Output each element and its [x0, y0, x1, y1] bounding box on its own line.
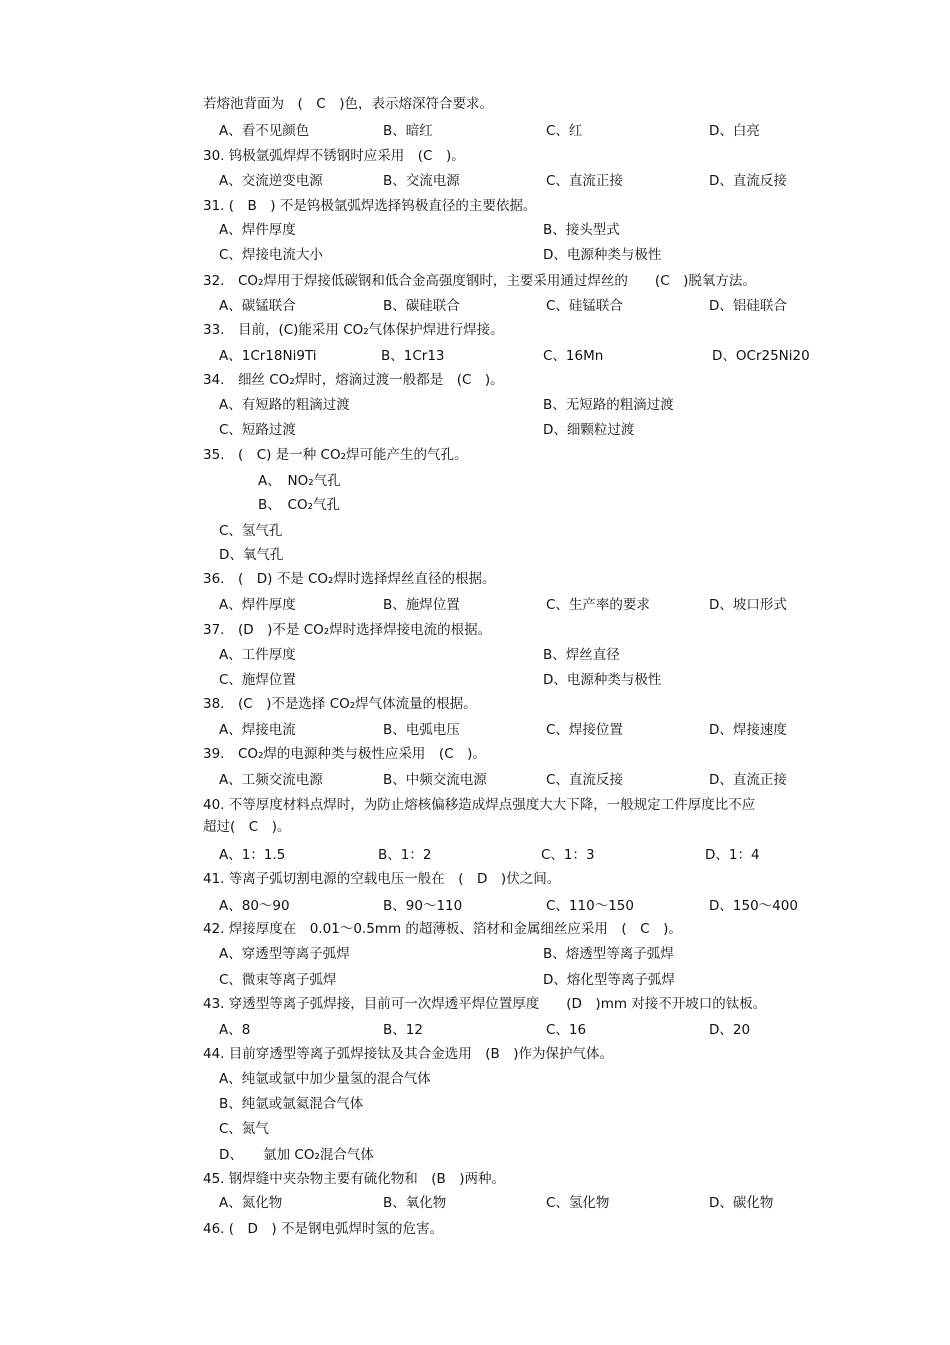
option-text: D、细颗粒过渡: [543, 422, 635, 438]
question-text: B、纯氩或氩氦混合气体: [219, 1096, 364, 1112]
text-line: [0, 545, 950, 565]
option-text: A、工件厚度: [219, 647, 296, 663]
text-line: [0, 896, 950, 916]
text-line: [0, 970, 950, 990]
option-text: C、1：3: [541, 847, 595, 863]
option-text: D、碳化物: [709, 1195, 774, 1211]
option-text: D、坡口形式: [709, 597, 787, 613]
text-line: [0, 94, 950, 114]
question-text: 34. 细丝 CO₂焊时，熔滴过渡一般都是 (C )。: [203, 372, 504, 388]
text-line: [0, 445, 950, 465]
question-text: 35. ( C) 是一种 CO₂焊可能产生的气孔。: [203, 447, 468, 463]
text-line: [0, 569, 950, 589]
text-line: [0, 620, 950, 640]
question-text: 42. 焊接厚度在 0.01～0.5mm 的超薄板、箔材和金属细丝应采用 ( C )。: [203, 921, 682, 937]
text-line: [0, 220, 950, 240]
text-line: [0, 994, 950, 1014]
option-text: A、80～90: [219, 898, 290, 914]
text-line: [0, 395, 950, 415]
option-text: B、焊丝直径: [543, 647, 620, 663]
text-line: [0, 869, 950, 889]
text-line: [0, 1119, 950, 1139]
question-text: C、氮气: [219, 1121, 269, 1137]
text-line: [0, 817, 950, 837]
text-line: [0, 320, 950, 340]
option-text: D、电源种类与极性: [543, 247, 662, 263]
text-line: [0, 121, 950, 141]
question-text: 45. 钢焊缝中夹杂物主要有硫化物和 (B )两种。: [203, 1171, 506, 1187]
option-text: C、焊接电流大小: [219, 247, 323, 263]
option-text: C、16Mn: [543, 348, 604, 364]
option-text: A、看不见颜色: [219, 123, 310, 139]
option-text: C、生产率的要求: [546, 597, 650, 613]
text-line: [0, 1020, 950, 1040]
option-text: A、1Cr18Ni9Ti: [219, 348, 317, 364]
option-text: B、碳硅联合: [383, 298, 460, 314]
option-text: A、焊件厚度: [219, 597, 296, 613]
option-text: B、无短路的粗滴过渡: [543, 397, 674, 413]
text-line: [0, 420, 950, 440]
text-line: [0, 1145, 950, 1165]
text-line: [0, 670, 950, 690]
text-line: [0, 296, 950, 316]
option-text: B、交流电源: [383, 173, 460, 189]
text-line: [0, 245, 950, 265]
text-line: [0, 944, 950, 964]
option-text: D、直流正接: [709, 772, 787, 788]
text-line: [0, 196, 950, 216]
option-text: D、150～400: [709, 898, 798, 914]
question-text: 超过( C )。: [203, 819, 291, 835]
question-text: C、氢气孔: [219, 523, 283, 539]
option-text: A、有短路的粗滴过渡: [219, 397, 350, 413]
question-text: 30. 钨极氩弧焊焊不锈钢时应采用 (C )。: [203, 148, 465, 164]
text-line: [0, 645, 950, 665]
option-text: D、直流反接: [709, 173, 787, 189]
option-text: A、氮化物: [219, 1195, 283, 1211]
option-text: C、微束等离子弧焊: [219, 972, 337, 988]
option-text: D、焊接速度: [709, 722, 787, 738]
question-text: 33. 目前，(C)能采用 CO₂气体保护焊进行焊接。: [203, 322, 504, 338]
question-text: 37. (D )不是 CO₂焊时选择焊接电流的根据。: [203, 622, 492, 638]
option-text: B、电弧电压: [383, 722, 460, 738]
question-text: 39. CO₂焊的电源种类与极性应采用 (C )。: [203, 746, 486, 762]
text-line: [0, 1094, 950, 1114]
question-text: 41. 等离子弧切割电源的空载电压一般在 ( D )伏之间。: [203, 871, 561, 887]
text-line: [0, 1219, 950, 1239]
option-text: B、中频交流电源: [383, 772, 487, 788]
option-text: D、熔化型等离子弧焊: [543, 972, 675, 988]
text-line: [0, 370, 950, 390]
option-text: C、16: [546, 1022, 587, 1038]
option-text: B、1：2: [378, 847, 432, 863]
text-line: [0, 171, 950, 191]
option-text: B、接头型式: [543, 222, 620, 238]
option-text: B、熔透型等离子弧焊: [543, 946, 674, 962]
question-text: A、纯氩或氩中加少量氢的混合气体: [219, 1071, 431, 1087]
text-line: [0, 471, 950, 491]
option-text: D、白亮: [709, 123, 760, 139]
question-text: 32. CO₂焊用于焊接低碳钢和低合金高强度钢时，主要采用通过焊丝的 (C )脱氧方法。: [203, 273, 756, 289]
option-text: B、12: [383, 1022, 423, 1038]
option-text: A、碳锰联合: [219, 298, 296, 314]
question-text: 40. 不等厚度材料点焊时，为防止熔核偏移造成焊点强度大大下降，一般规定工件厚度比不应: [203, 797, 756, 813]
option-text: A、焊件厚度: [219, 222, 296, 238]
question-text: D、氧气孔: [219, 547, 284, 563]
text-line: [0, 795, 950, 815]
text-line: [0, 346, 950, 366]
option-text: B、氧化物: [383, 1195, 447, 1211]
option-text: B、暗红: [383, 123, 433, 139]
option-text: D、20: [709, 1022, 751, 1038]
option-text: B、施焊位置: [383, 597, 460, 613]
text-line: [0, 845, 950, 865]
option-text: C、焊接位置: [546, 722, 623, 738]
option-text: B、90～110: [383, 898, 463, 914]
option-text: C、红: [546, 123, 583, 139]
question-text: A、 NO₂气孔: [258, 473, 341, 489]
option-text: C、直流正接: [546, 173, 623, 189]
question-text: 43. 穿透型等离子弧焊接，目前可一次焊透平焊位置厚度 (D )mm 对接不开坡口的钛板。: [203, 996, 767, 1012]
option-text: A、工频交流电源: [219, 772, 323, 788]
question-text: B、 CO₂气孔: [258, 497, 340, 513]
text-line: [0, 744, 950, 764]
text-line: [0, 1169, 950, 1189]
text-line: [0, 720, 950, 740]
text-line: [0, 1044, 950, 1064]
question-text: 46. ( D ) 不是钢电弧焊时氢的危害。: [203, 1221, 443, 1237]
option-text: C、110～150: [546, 898, 634, 914]
option-text: A、穿透型等离子弧焊: [219, 946, 350, 962]
text-line: [0, 770, 950, 790]
option-text: A、8: [219, 1022, 251, 1038]
option-text: D、OCr25Ni20: [712, 348, 810, 364]
text-line: [0, 271, 950, 291]
option-text: A、1：1.5: [219, 847, 286, 863]
question-text: 36. ( D) 不是 CO₂焊时选择焊丝直径的根据。: [203, 571, 496, 587]
option-text: C、施焊位置: [219, 672, 296, 688]
question-text: 31. ( B ) 不是钨极氩弧焊选择钨极直径的主要依据。: [203, 198, 537, 214]
option-text: C、直流反接: [546, 772, 623, 788]
text-line: [0, 495, 950, 515]
question-text: D、 氩加 CO₂混合气体: [219, 1147, 374, 1163]
text-line: [0, 595, 950, 615]
option-text: D、1：4: [705, 847, 760, 863]
option-text: A、交流逆变电源: [219, 173, 323, 189]
option-text: A、焊接电流: [219, 722, 296, 738]
option-text: D、铝硅联合: [709, 298, 787, 314]
text-line: [0, 146, 950, 166]
option-text: B、1Cr13: [381, 348, 445, 364]
text-line: [0, 1069, 950, 1089]
question-text: 若熔池背面为 ( C )色，表示熔深符合要求。: [203, 96, 493, 112]
text-line: [0, 521, 950, 541]
text-line: [0, 919, 950, 939]
option-text: C、氢化物: [546, 1195, 610, 1211]
question-text: 44. 目前穿透型等离子弧焊接钛及其合金选用 (B )作为保护气体。: [203, 1046, 614, 1062]
question-text: 38. (C )不是选择 CO₂焊气体流量的根据。: [203, 696, 477, 712]
option-text: C、硅锰联合: [546, 298, 623, 314]
text-line: [0, 1193, 950, 1213]
text-line: [0, 694, 950, 714]
option-text: D、电源种类与极性: [543, 672, 662, 688]
option-text: C、短路过渡: [219, 422, 296, 438]
